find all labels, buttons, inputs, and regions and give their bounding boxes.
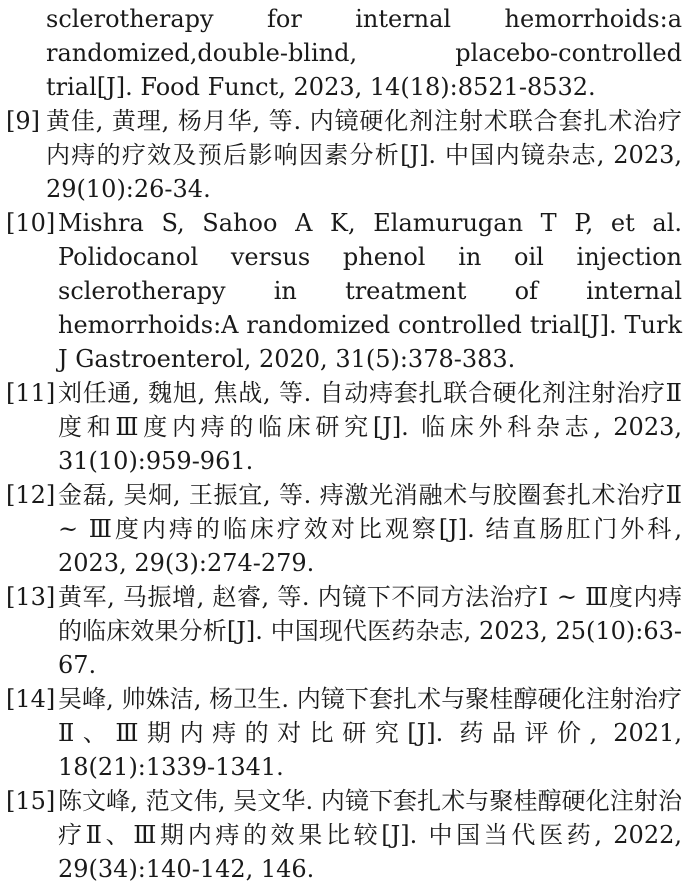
reference-text: 黄佳, 黄理, 杨月华, 等. 内镜硬化剂注射术联合套扎术治疗内痔的疗效及预后影响因素分析[J]. 中国内镜杂志, 2023, 29(10):26-34. bbox=[46, 107, 682, 203]
reference-list bbox=[0, 2, 690, 886]
reference-number: [14] bbox=[6, 685, 56, 713]
reference-text: 陈文峰, 范文伟, 吴文华. 内镜下套扎术与聚桂醇硬化注射治疗Ⅱ、Ⅲ期内痔的效果比较[J]. 中国当代医药, 2022, 29(34):140-142, 146. bbox=[58, 787, 682, 883]
reference-number: [9] bbox=[6, 107, 40, 135]
reference-text: 金磊, 吴炯, 王振宜, 等. 痔激光消融术与胶圈套扎术治疗Ⅱ ~ Ⅲ度内痔的临床疗效对比观察[J]. 结直肠肛门外科, 2023, 29(3):274-279. bbox=[58, 481, 682, 577]
reference-number: [11] bbox=[6, 379, 56, 407]
reference-item bbox=[0, 104, 690, 206]
reference-text: 黄军, 马振增, 赵睿, 等. 内镜下不同方法治疗Ⅰ ~ Ⅲ度内痔的临床效果分析[J]. 中国现代医药杂志, 2023, 25(10):63-67. bbox=[58, 583, 682, 679]
reference-item bbox=[0, 478, 690, 580]
reference-number: [13] bbox=[6, 583, 56, 611]
reference-item bbox=[0, 682, 690, 784]
reference-item bbox=[0, 784, 690, 886]
reference-item bbox=[0, 376, 690, 478]
reference-number: [15] bbox=[6, 787, 56, 815]
reference-text: 刘任通, 魏旭, 焦战, 等. 自动痔套扎联合硬化剂注射治疗Ⅱ度和Ⅲ度内痔的临床研究[J]. 临床外科杂志, 2023, 31(10):959-961. bbox=[58, 379, 682, 475]
reference-text: Mishra S, Sahoo A K, Elamurugan T P, et al. Polidocanol versus phenol in oil injection sclerotherapy in treatment of internal hemorrhoids:A randomized controlled trial[J]. Turk J Gastroenterol, 2020, 31(5):378-383. bbox=[58, 209, 682, 373]
reference-text: sclerotherapy for internal hemorrhoids:a randomized,double-blind, placebo-controlled trial[J]. Food Funct, 2023, 14(18):8521-8532. bbox=[46, 5, 682, 101]
reference-item bbox=[0, 2, 690, 104]
reference-item bbox=[0, 580, 690, 682]
reference-text: 吴峰, 帅姝洁, 杨卫生. 内镜下套扎术与聚桂醇硬化注射治疗Ⅱ、Ⅲ期内痔的对比研究[J]. 药品评价, 2021, 18(21):1339-1341. bbox=[58, 685, 682, 781]
reference-number: [10] bbox=[6, 209, 56, 237]
reference-item bbox=[0, 206, 690, 376]
reference-number: [12] bbox=[6, 481, 56, 509]
